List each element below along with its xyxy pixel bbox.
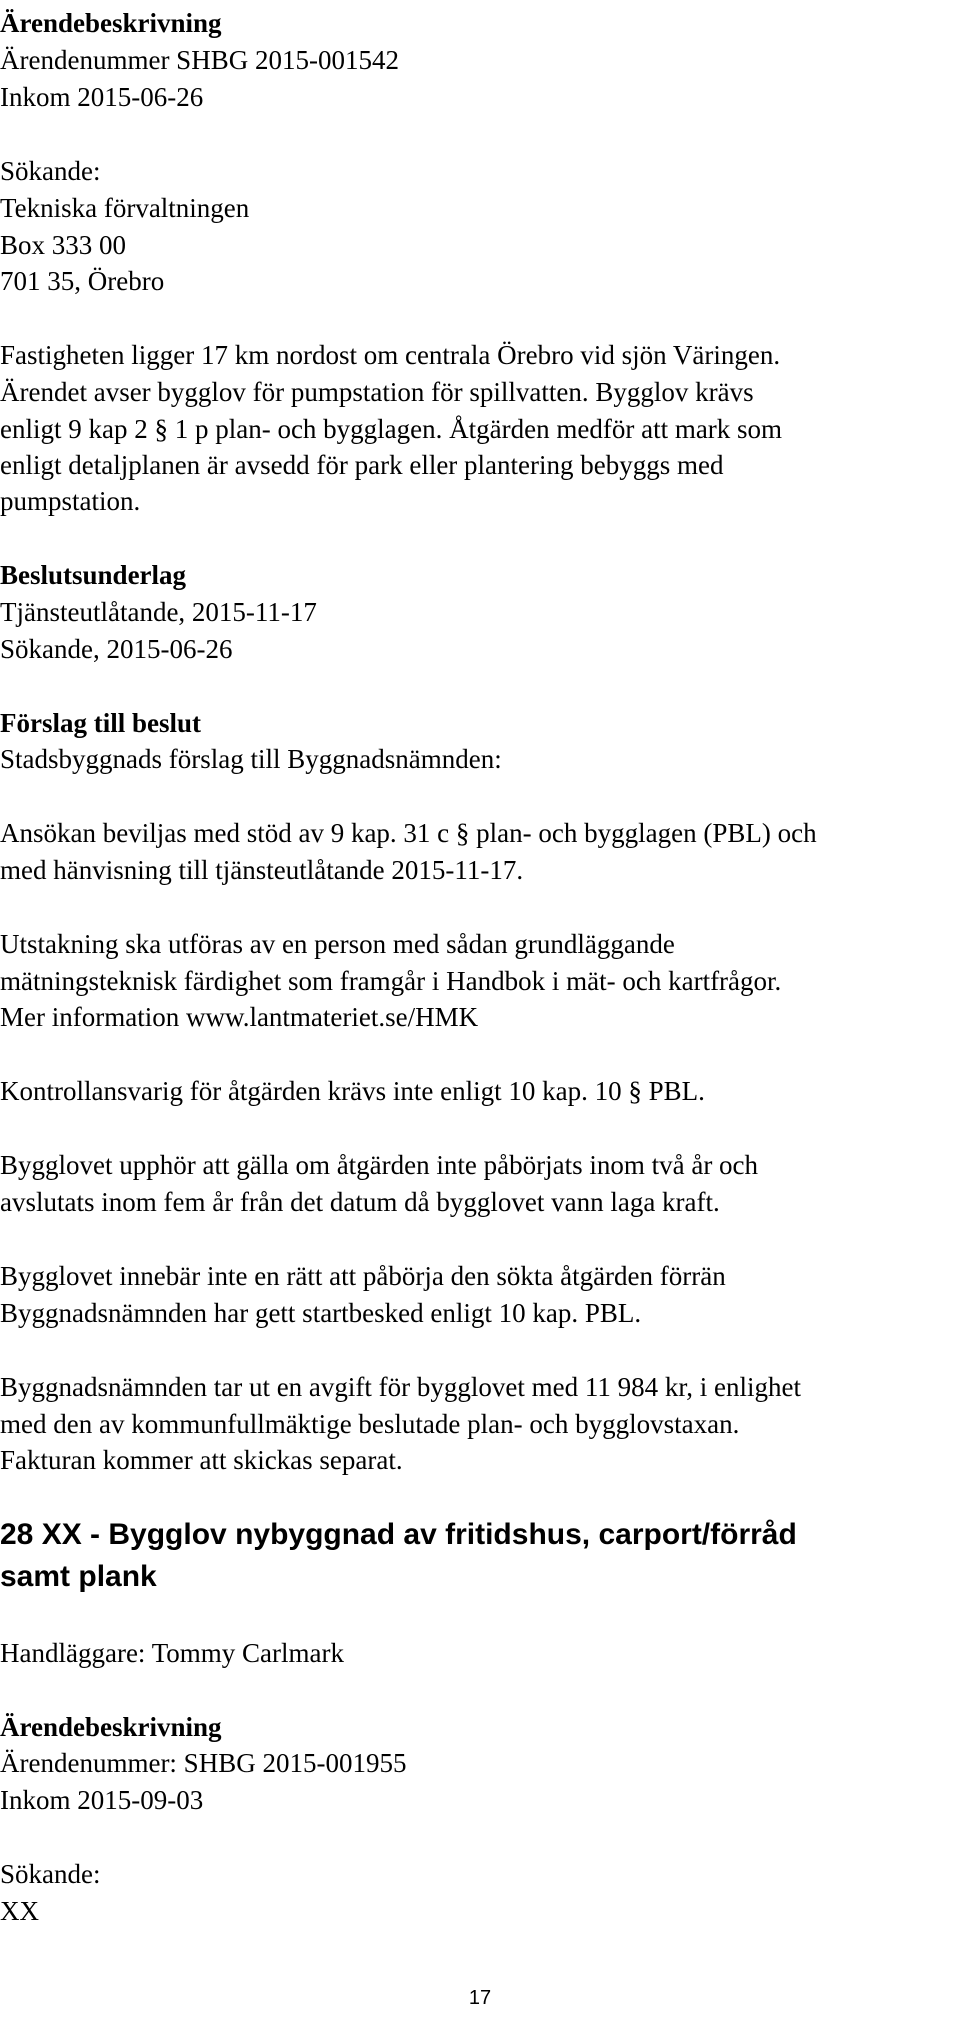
decision-3-line-1: Kontrollansvarig för åtgärden krävs inte enligt 10 kap. 10 § PBL. — [0, 1076, 705, 1106]
case-number-2: Ärendenummer: SHBG 2015-001955 — [0, 1748, 407, 1778]
page-number: 17 — [468, 1987, 492, 2009]
decision-2-line-3[interactable]: Mer information www.lantmateriet.se/HMK — [0, 1002, 479, 1032]
desc-line-2: Ärendet avser bygglov för pumpstation för spillvatten. Bygglov krävs — [0, 377, 754, 407]
applicant-label-1: Sökande: — [0, 156, 101, 186]
heading-arendebeskrivning-1: Ärendebeskrivning — [0, 8, 222, 38]
heading-beslutsunderlag: Beslutsunderlag — [0, 560, 187, 590]
desc-line-3: enligt 9 kap 2 § 1 p plan- och bygglagen. Åtgärden medför att mark som — [0, 414, 783, 444]
case-number-1: Ärendenummer SHBG 2015-001542 — [0, 45, 399, 75]
decision-4-line-2: avslutats inom fem år från det datum då bygglovet vann laga kraft. — [0, 1187, 720, 1217]
heading-forslag: Förslag till beslut — [0, 708, 201, 738]
decision-6-line-2: med den av kommunfullmäktige beslutade plan- och bygglovstaxan. — [0, 1409, 740, 1439]
applicant-box-1: Box 333 00 — [0, 230, 127, 260]
decision-5-line-2: Byggnadsnämnden har gett startbesked enligt 10 kap. PBL. — [0, 1298, 642, 1328]
desc-line-1: Fastigheten ligger 17 km nordost om centrala Örebro vid sjön Väringen. — [0, 340, 781, 370]
decision-1-line-2: med hänvisning till tjänsteutlåtande 2015-11-17. — [0, 855, 524, 885]
basis-line-1: Tjänsteutlåtande, 2015-11-17 — [0, 597, 317, 627]
heading-arendebeskrivning-2: Ärendebeskrivning — [0, 1712, 222, 1742]
applicant-name-1: Tekniska förvaltningen — [0, 193, 250, 223]
basis-line-2: Sökande, 2015-06-26 — [0, 634, 233, 664]
handler-line: Handläggare: Tommy Carlmark — [0, 1638, 345, 1668]
decision-6-line-3: Fakturan kommer att skickas separat. — [0, 1445, 403, 1475]
desc-line-4: enligt detaljplanen är avsedd för park eller plantering bebyggs med — [0, 450, 724, 480]
applicant-city-1: 701 35, Örebro — [0, 266, 165, 296]
decision-2-line-2: mätningsteknisk färdighet som framgår i Handbok i mät- och kartfrågor. — [0, 966, 782, 996]
decision-5-line-1: Bygglovet innebär inte en rätt att påbörja den sökta åtgärden förrän — [0, 1261, 726, 1291]
received-date-2: Inkom 2015-09-03 — [0, 1785, 204, 1815]
desc-line-5: pumpstation. — [0, 486, 141, 516]
decision-6-line-1: Byggnadsnämnden tar ut en avgift för bygglovet med 11 984 kr, i enlighet — [0, 1372, 801, 1402]
decision-1-line-1: Ansökan beviljas med stöd av 9 kap. 31 c § plan- och bygglagen (PBL) och — [0, 818, 817, 848]
applicant-name-2: XX — [0, 1896, 39, 1926]
applicant-label-2: Sökande: — [0, 1859, 101, 1889]
decision-4-line-1: Bygglovet upphör att gälla om åtgärden inte påbörjats inom två år och — [0, 1150, 759, 1180]
proposal-intro: Stadsbyggnads förslag till Byggnadsnämnden: — [0, 744, 502, 774]
item-title-line-2: samt plank — [0, 1560, 157, 1593]
item-title-line-1: 28 XX - Bygglov nybyggnad av fritidshus, carport/förråd — [0, 1518, 797, 1551]
decision-2-line-1: Utstakning ska utföras av en person med sådan grundläggande — [0, 929, 675, 959]
received-date-1: Inkom 2015-06-26 — [0, 82, 204, 112]
